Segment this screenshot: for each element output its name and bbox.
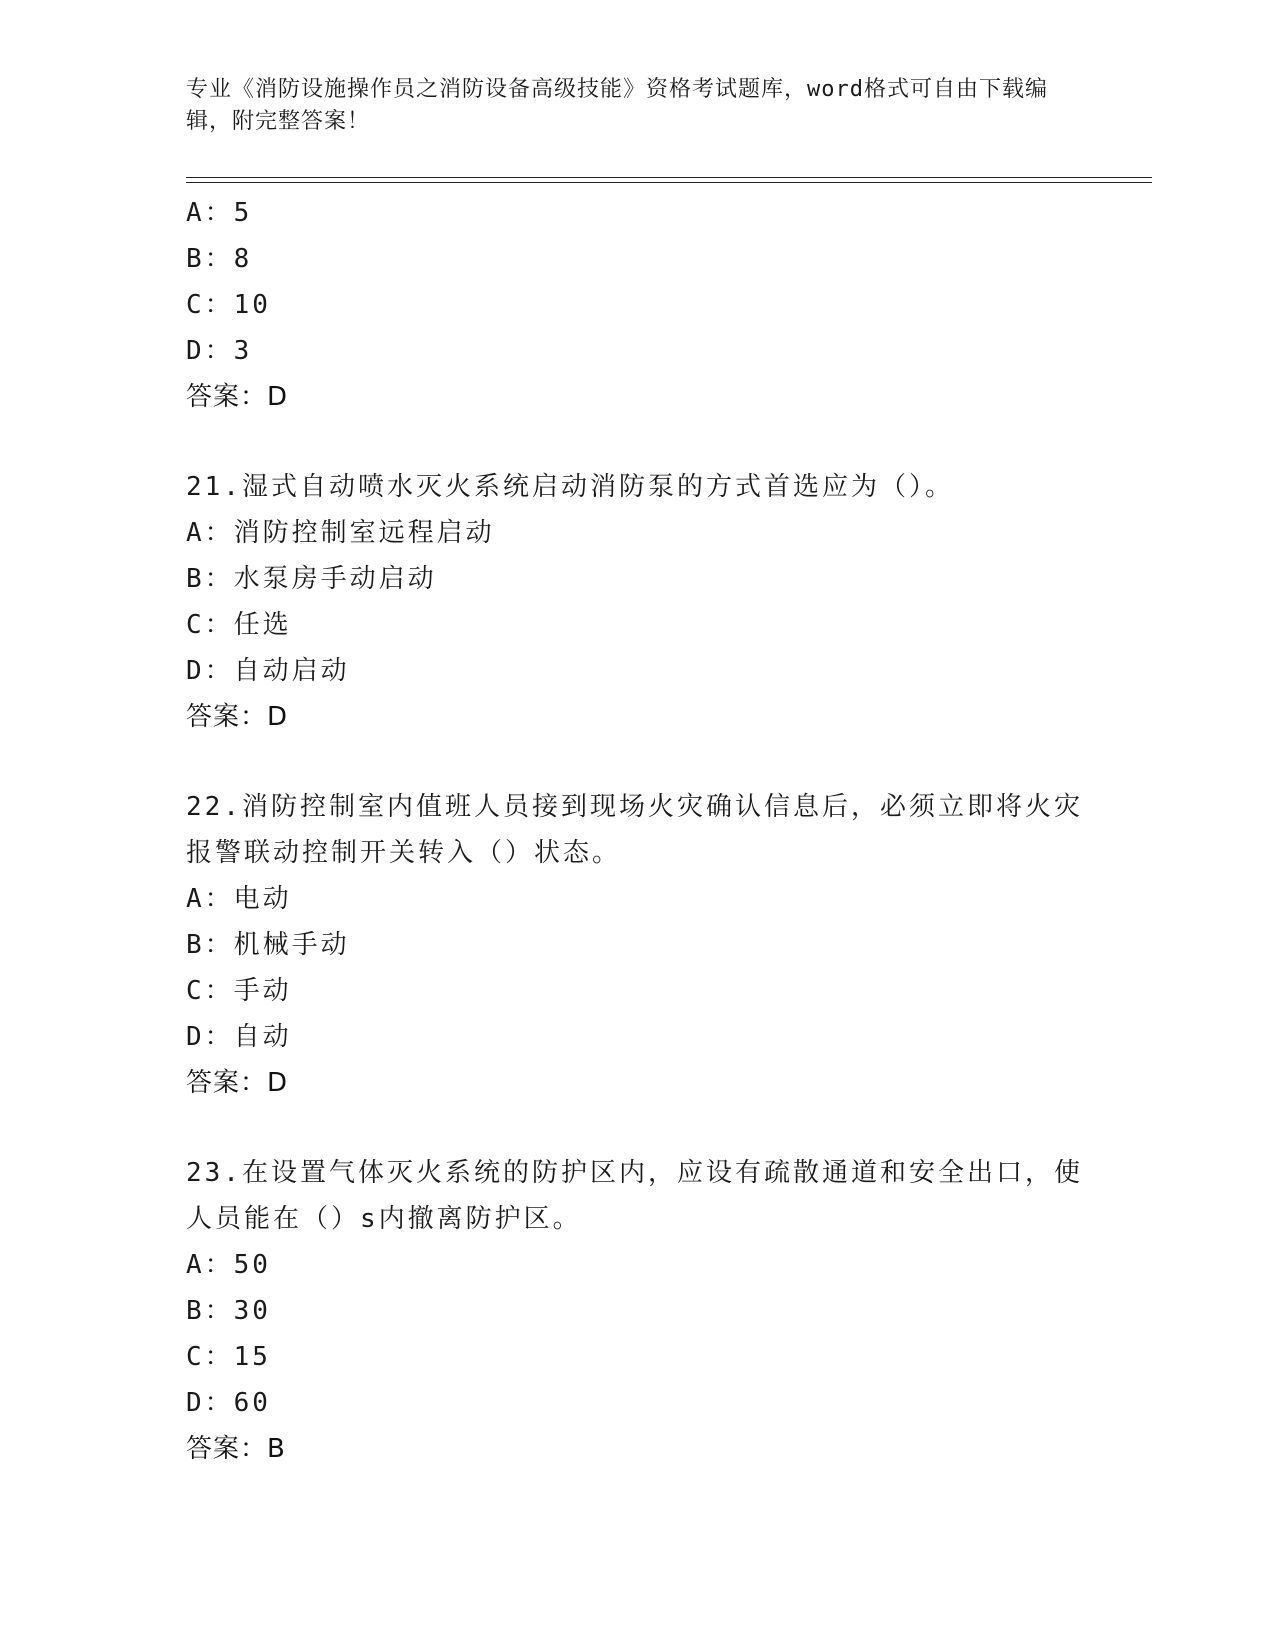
answer-line: 答案：D <box>186 382 289 412</box>
option-a: A：50 <box>186 1250 271 1280</box>
option-b: B：8 <box>186 244 253 274</box>
option-a: A：消防控制室远程启动 <box>186 518 495 548</box>
option-c: C：10 <box>186 290 271 320</box>
answer-line: 答案：D <box>186 702 289 732</box>
answer-line: 答案：B <box>186 1434 286 1464</box>
option-c: C：手动 <box>186 976 292 1006</box>
option-c: C：15 <box>186 1342 271 1372</box>
document-header: 专业《消防设施操作员之消防设备高级技能》资格考试题库，word格式可自由下载编辑，附完整答案！ <box>186 77 1048 134</box>
option-d: D：3 <box>186 336 253 366</box>
header-rule-bottom <box>186 182 1152 183</box>
question-20-continued <box>186 190 1086 420</box>
option-c: C：任选 <box>186 610 292 640</box>
option-b: B：机械手动 <box>186 930 350 960</box>
option-b: B：30 <box>186 1296 271 1326</box>
option-a: A：电动 <box>186 884 292 914</box>
option-d: D：60 <box>186 1388 271 1418</box>
header-rule-top <box>186 177 1152 178</box>
option-a: A：5 <box>186 198 253 228</box>
question-21 <box>186 464 1086 740</box>
answer-line: 答案：D <box>186 1068 289 1098</box>
option-b: B：水泵房手动启动 <box>186 564 437 594</box>
option-d: D：自动 <box>186 1022 292 1052</box>
question-text: 22.消防控制室内值班人员接到现场火灾确认信息后，必须立即将火灾报警联动控制开关转入（）状态。 <box>186 792 1083 868</box>
question-list <box>186 190 1086 1472</box>
question-22 <box>186 784 1086 1106</box>
question-text: 23.在设置气体灭火系统的防护区内，应设有疏散通道和安全出口，使人员能在（）s内撤离防护区。 <box>186 1158 1083 1234</box>
option-d: D：自动启动 <box>186 656 350 686</box>
question-text: 21.湿式自动喷水灭火系统启动消防泵的方式首选应为（）。 <box>186 472 954 502</box>
question-23 <box>186 1150 1086 1472</box>
